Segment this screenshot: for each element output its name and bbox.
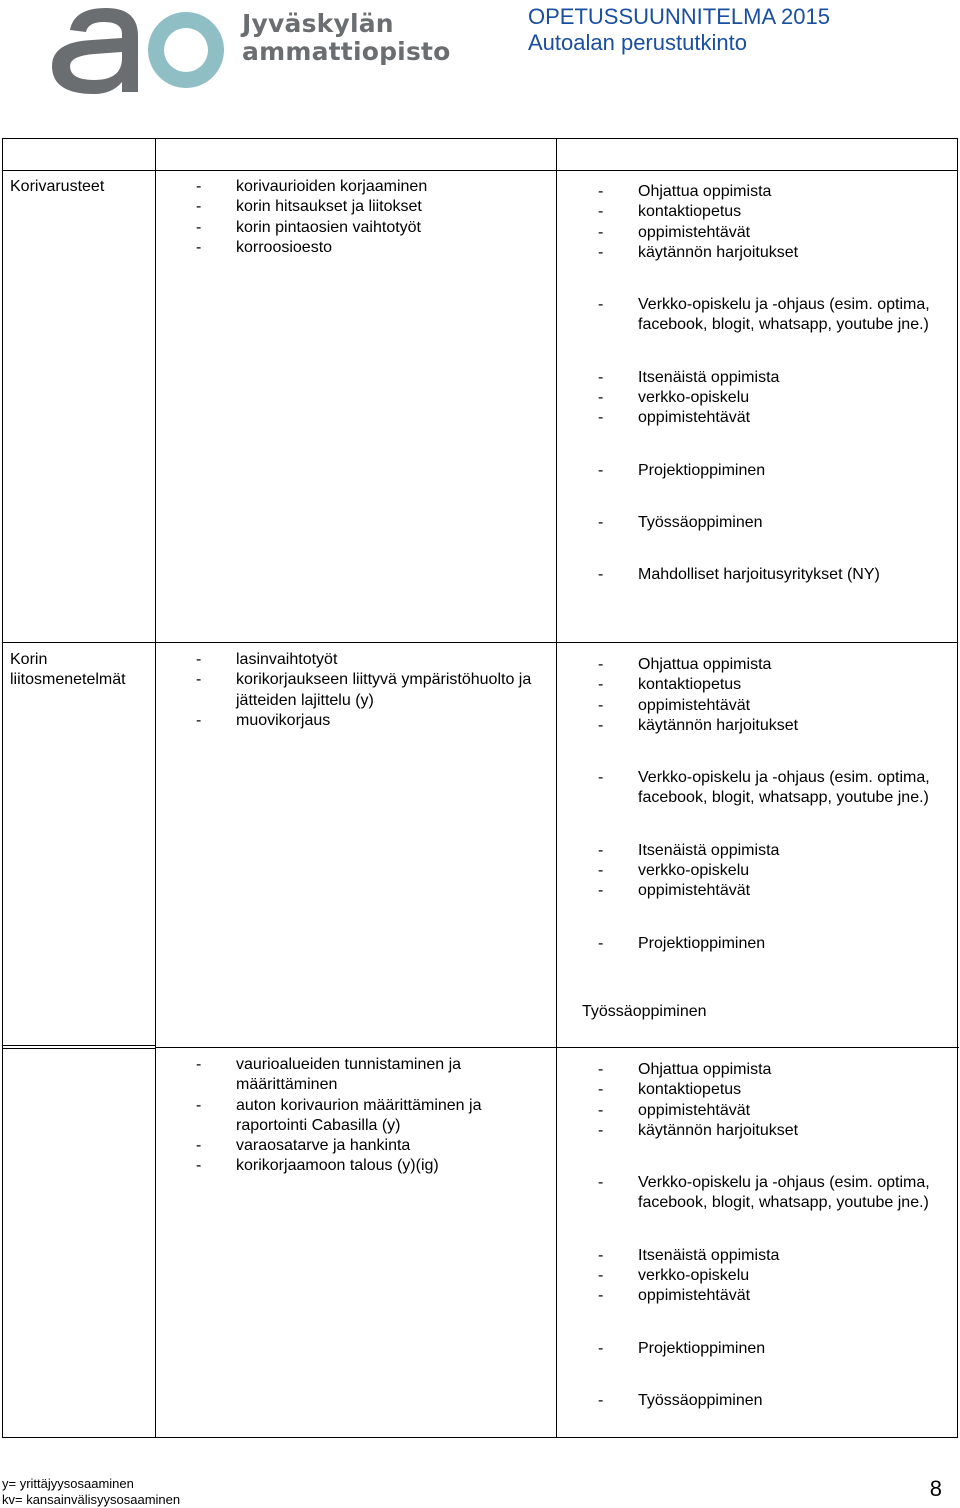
footnote-y: y= yrittäjyysosaaminen	[2, 1476, 134, 1491]
list-item: - varaosatarve ja hankinta	[196, 1137, 411, 1155]
list-item: - Projektioppiminen	[598, 1339, 766, 1357]
list-item: - Itsenäistä oppimista	[598, 841, 780, 859]
row-2-name: Korin liitosmenetelmät	[10, 651, 126, 689]
list-item: - käytännön harjoitukset	[598, 243, 799, 261]
row-1-name: Korivarusteet	[10, 178, 105, 195]
list-item: - verkko-opiskelu	[598, 862, 750, 880]
document-title-line-2: Autoalan perustutkinto	[528, 30, 747, 55]
list-item: - Ohjattua oppimista	[598, 183, 772, 200]
list-item: - Mahdolliset harjoitusyritykset (NY)	[598, 566, 880, 584]
list-item: - vaurioalueiden tunnistaminen ja määrittäminen	[196, 1056, 462, 1094]
list-item: - käytännön harjoitukset	[598, 1121, 799, 1139]
list-item: - oppimistehtävät	[598, 696, 751, 714]
list-item: - oppimistehtävät	[598, 882, 751, 900]
list-item: - Itsenäistä oppimista	[598, 1246, 780, 1264]
list-item: - Verkko-opiskelu ja -ohjaus (esim. optima, facebook, blogit, whatsapp, youtube jne.)	[598, 769, 930, 807]
list-item: - korivaurioiden korjaaminen	[196, 178, 428, 195]
list-item: - oppimistehtävät	[598, 1101, 751, 1119]
row-2-topics	[196, 650, 546, 731]
list-item: - auton korivaurion määrittäminen ja raportointi Cabasilla (y)	[196, 1096, 482, 1134]
list-item: - Ohjattua oppimista	[598, 1061, 772, 1078]
list-item: - korikorjaukseen liittyvä ympäristöhuolto ja jätteiden lajittelu (y)	[196, 671, 532, 709]
list-item: - oppimistehtävät	[598, 1287, 751, 1305]
document-title	[528, 4, 830, 56]
list-item: - Työssäoppiminen	[598, 513, 763, 531]
footnotes	[2, 1476, 180, 1507]
list-item: - kontaktiopetus	[598, 676, 742, 694]
column-divider-2	[556, 139, 557, 1437]
row-3-topics	[196, 1055, 536, 1177]
list-item: - verkko-opiskelu	[598, 1267, 750, 1285]
list-item: - käytännön harjoitukset	[598, 716, 799, 734]
row-2-method-plain: Työssäoppiminen	[582, 1003, 707, 1020]
row-divider-2a	[3, 1045, 155, 1049]
list-item: - Työssäoppiminen	[598, 1391, 763, 1409]
document-title-line-1: OPETUSSUUNNITELMA 2015	[528, 4, 830, 29]
list-item: - muovikorjaus	[196, 711, 331, 729]
column-divider-1	[155, 139, 156, 1437]
list-item: - oppimistehtävät	[598, 409, 751, 427]
row-1-topics	[196, 177, 546, 258]
row-1-methods	[598, 182, 943, 586]
logo-line-1: Jyväskylän	[242, 9, 394, 38]
logo-line-2: ammattiopisto	[242, 37, 451, 66]
list-item: - oppimistehtävät	[598, 223, 751, 241]
list-item: - Verkko-opiskelu ja -ohjaus (esim. optima, facebook, blogit, whatsapp, youtube jne.)	[598, 1174, 930, 1212]
logo-ao-mark	[48, 0, 228, 96]
list-item: - korin hitsaukset ja liitokset	[196, 198, 422, 216]
list-item: - lasinvaihtotyöt	[196, 651, 338, 668]
list-item: - Itsenäistä oppimista	[598, 368, 780, 386]
list-item: - Ohjattua oppimista	[598, 656, 772, 673]
list-item: - Projektioppiminen	[598, 461, 766, 479]
list-item: - kontaktiopetus	[598, 203, 742, 221]
list-item: - Verkko-opiskelu ja -ohjaus (esim. optima, facebook, blogit, whatsapp, youtube jne.)	[598, 296, 930, 334]
list-item: - korin pintaosien vaihtotyöt	[196, 218, 421, 236]
row-3-methods	[598, 1060, 943, 1411]
logo-wordmark	[242, 10, 451, 66]
page-number: 8	[929, 1476, 942, 1501]
header-row-divider	[3, 170, 957, 171]
list-item: - Projektioppiminen	[598, 934, 766, 952]
list-item: - korroosioesto	[196, 238, 333, 256]
row-divider-2b	[155, 1047, 959, 1048]
list-item: - korikorjaamoon talous (y)(ig)	[196, 1157, 439, 1175]
list-item: - verkko-opiskelu	[598, 389, 750, 407]
row-2-methods	[598, 655, 943, 954]
footnote-kv: kv= kansainvälisyysosaaminen	[2, 1491, 181, 1507]
row-divider-1	[3, 642, 957, 643]
list-item: - kontaktiopetus	[598, 1081, 742, 1099]
